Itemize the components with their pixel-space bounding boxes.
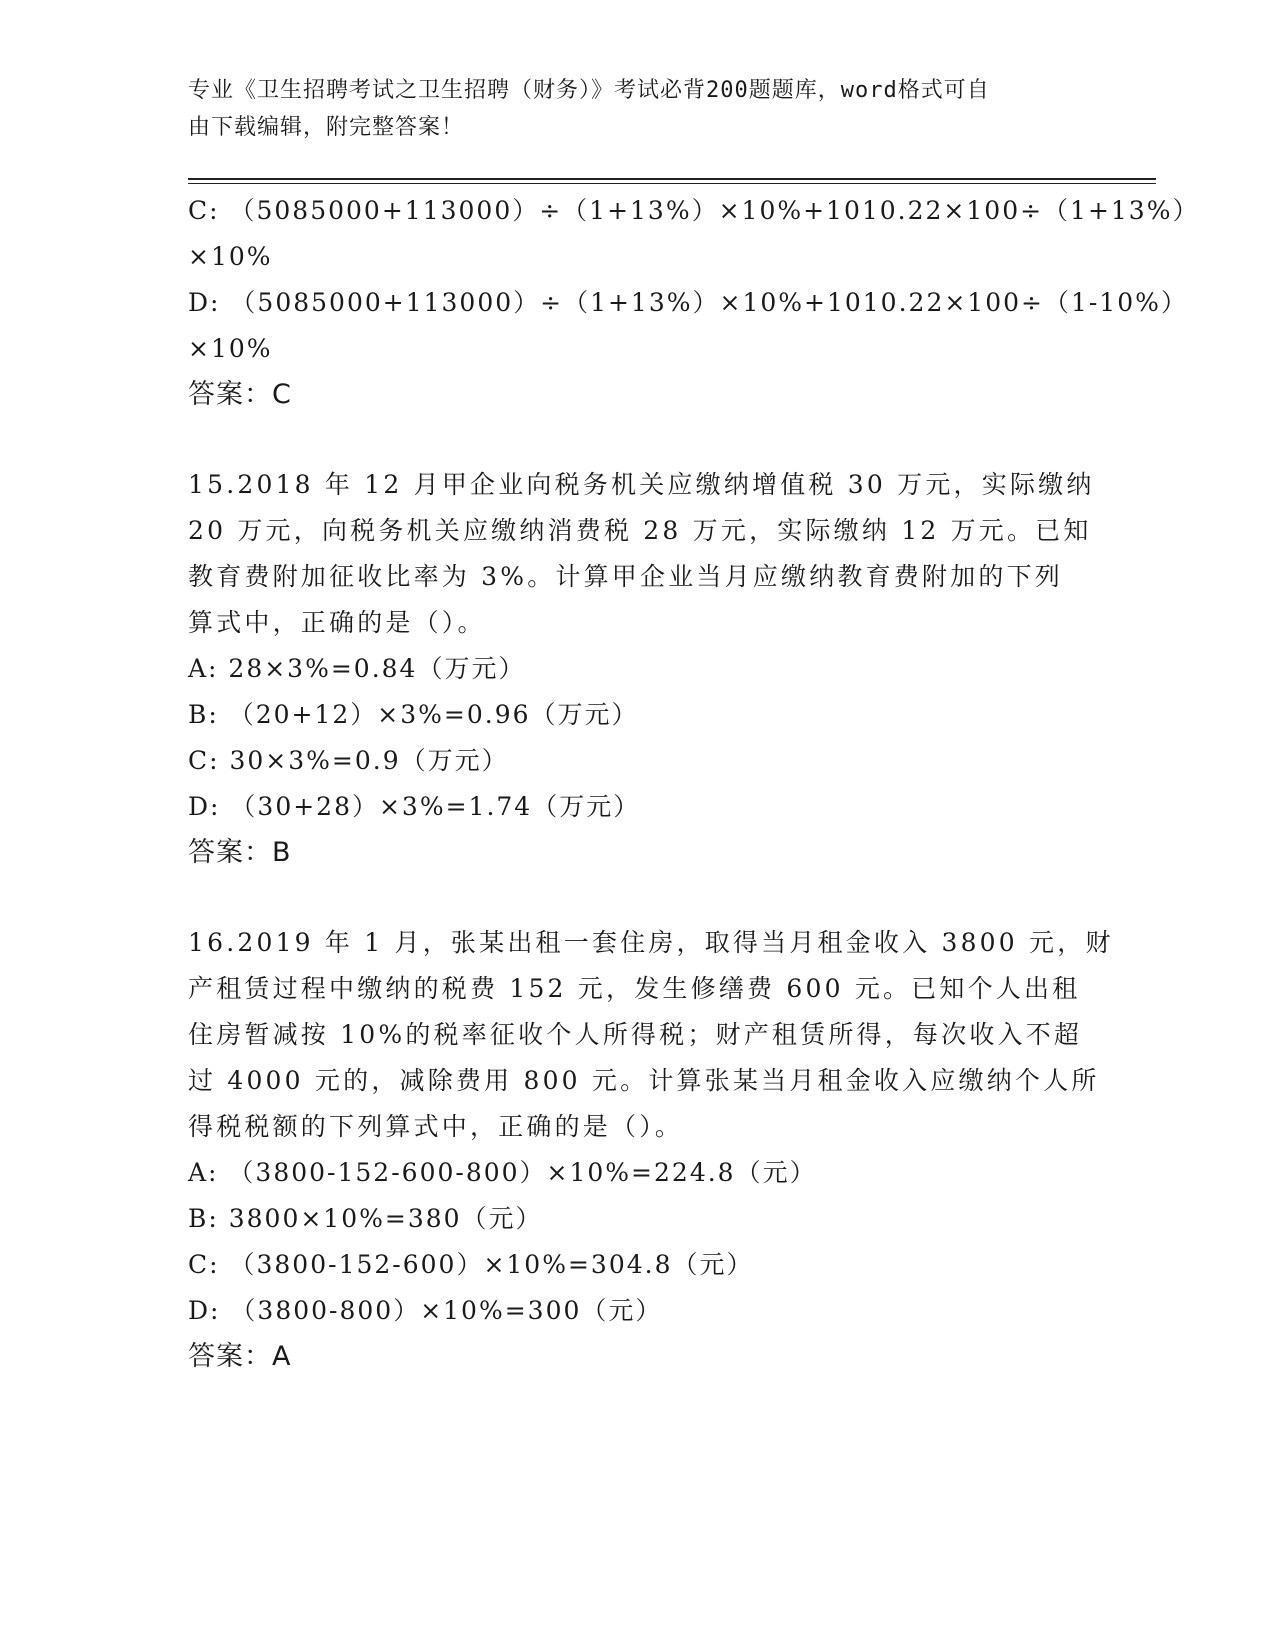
option-c-line-2: ×10% [188,242,273,271]
answer-label: 答案：A [188,1341,292,1372]
prev-question-block [188,188,1200,418]
option-d-line-2: ×10% [188,334,273,363]
option-d: D: （3800-800）×10%=300（元） [188,1296,663,1325]
document-header [188,72,1088,146]
option-b: B: 3800×10%=380（元） [188,1204,543,1233]
header-line-2: 由下载编辑，附完整答案！ [188,115,465,140]
question-line: 产租赁过程中缴纳的税费 152 元，发生修缮费 600 元。已知个人出租 [188,974,1081,1003]
answer-label: 答案：B [188,837,292,868]
question-line: 住房暂减按 10%的税率征收个人所得税；财产租赁所得，每次收入不超 [188,1020,1083,1049]
question-16-text [188,920,1114,1150]
spacer [188,876,1088,920]
option-b: B: （20+12）×3%=0.96（万元） [188,700,639,729]
question-line: 算式中，正确的是（）。 [188,608,486,637]
option-d-line-1: D: （5085000+113000）÷（1+13%）×10%+1010.22×100÷（1-10%） [188,288,1188,317]
option-c: C: （3800-152-600）×10%=304.8（元） [188,1250,754,1279]
question-line: 教育费附加征收比率为 3%。计算甲企业当月应缴纳教育费附加的下列 [188,562,1064,591]
question-line: 得税税额的下列算式中，正确的是（）。 [188,1112,684,1141]
option-d: D: （30+28）×3%=1.74（万元） [188,792,641,821]
question-line: 过 4000 元的，减除费用 800 元。计算张某当月租金收入应缴纳个人所 [188,1066,1100,1095]
option-a: A: （3800-152-600-800）×10%=224.8（元） [188,1158,817,1187]
question-15-text [188,462,1095,646]
option-a: A: 28×3%=0.84（万元） [188,654,526,683]
question-line: 15.2018 年 12 月甲企业向税务机关应缴纳增值税 30 万元，实际缴纳 [188,470,1095,499]
spacer [188,418,1088,462]
question-line: 16.2019 年 1 月，张某出租一套住房，取得当月租金收入 3800 元，财 [188,928,1114,957]
header-line-1: 专业《卫生招聘考试之卫生招聘（财务）》考试必背200题题库，word格式可自 [188,78,990,103]
header-divider-thin [188,183,1156,184]
header-divider-thick [188,178,1156,180]
option-c-line-1: C: （5085000+113000）÷（1+13%）×10%+1010.22×100÷（1+13%） [188,196,1200,225]
option-c: C: 30×3%=0.9（万元） [188,746,509,775]
question-16-block [188,920,1114,1380]
document-body [188,188,1200,1380]
question-line: 20 万元，向税务机关应缴纳消费税 28 万元，实际缴纳 12 万元。已知 [188,516,1092,545]
answer-label: 答案：C [188,379,292,410]
question-15-block [188,462,1095,876]
